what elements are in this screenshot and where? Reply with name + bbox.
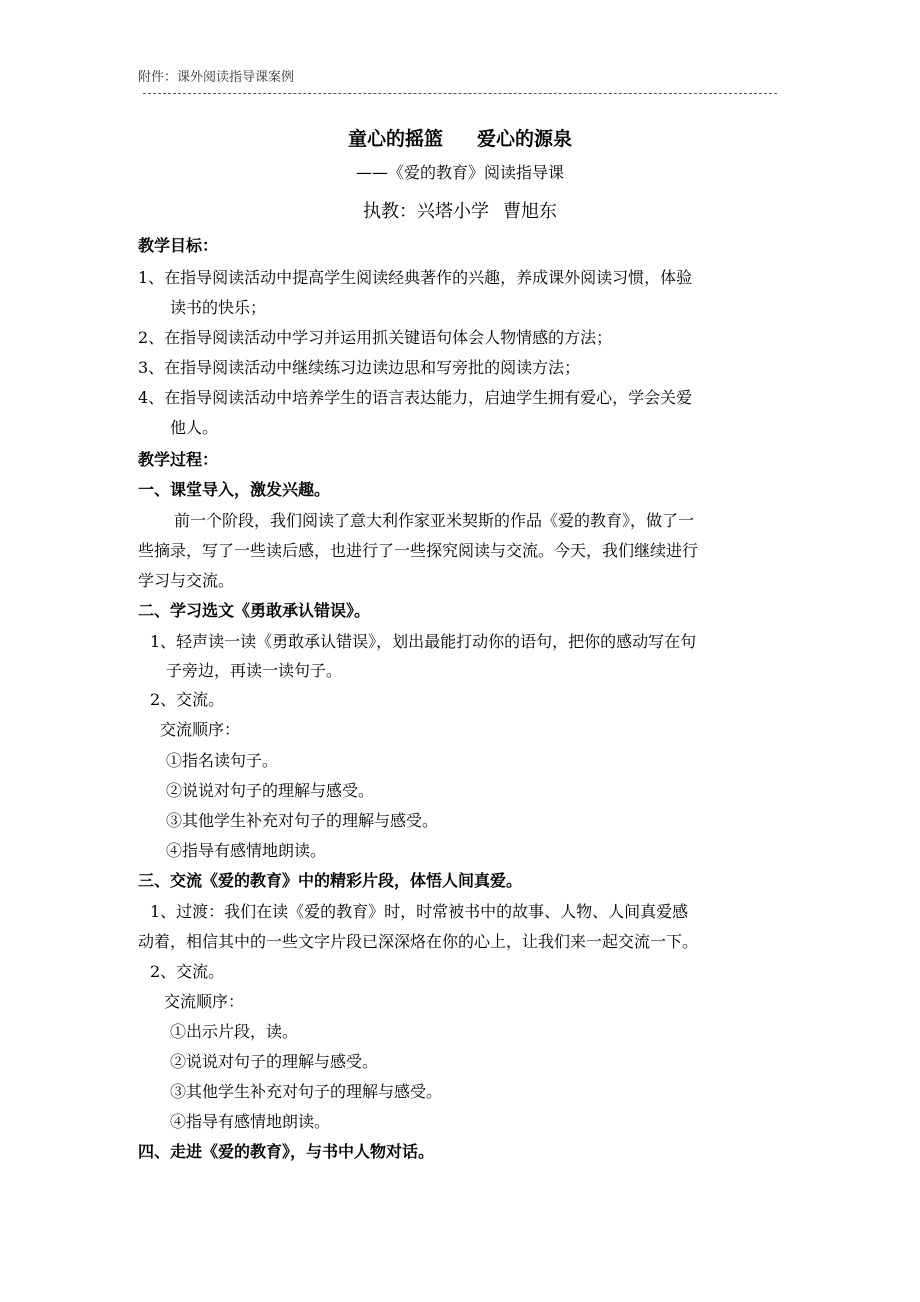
- section-1-heading: 一、课堂导入，激发兴趣。: [138, 480, 331, 499]
- section-1-line: 些摘录，写了一些读后感，也进行了一些探究阅读与交流。今天，我们继续进行: [138, 541, 699, 560]
- goal-item: 4、在指导阅读活动中培养学生的语言表达能力，启迪学生拥有爱心，学会关爱: [138, 388, 693, 407]
- section-2-line: ④指导有感情地朗读。: [166, 841, 327, 860]
- goal-item: 2、在指导阅读活动中学习并运用抓关键语句体会人物情感的方法；: [138, 328, 613, 347]
- goal-item: 3、在指导阅读活动中继续练习边读边思和写旁批的阅读方法；: [138, 358, 581, 377]
- header-divider: [143, 93, 777, 94]
- goal-item-continued: 读书的快乐；: [170, 298, 267, 317]
- section-3-line: 2、交流。: [150, 962, 225, 981]
- section-2-line: 1、轻声读一读《勇敢承认错误》，划出最能打动你的语句，把你的感动写在句: [150, 632, 697, 651]
- section-3-heading: 三、交流《爱的教育》中的精彩片段，体悟人间真爱。: [138, 871, 523, 890]
- title-right: 爱心的源泉: [477, 128, 573, 150]
- document-title: [0, 124, 920, 151]
- section-2-line: 交流顺序：: [160, 720, 241, 739]
- section-3-line: ④指导有感情地朗读。: [170, 1112, 331, 1131]
- section-2-line: 子旁边，再读一读句子。: [166, 661, 343, 680]
- section-1-line: 前一个阶段，我们阅读了意大利作家亚米契斯的作品《爱的教育》，做了一: [174, 511, 695, 530]
- attachment-note: 附件：课外阅读指导课案例: [138, 70, 295, 85]
- document-subtitle: ——《爱的教育》阅读指导课: [355, 163, 564, 182]
- section-1-line: 学习与交流。: [138, 571, 235, 590]
- section-3-line: ①出示片段，读。: [170, 1022, 299, 1041]
- title-left: 童心的摇篮: [347, 128, 443, 150]
- goals-heading: 教学目标：: [138, 236, 219, 255]
- teacher-label: 执教：兴塔小学: [363, 201, 489, 222]
- section-3-line: 动着，相信其中的一些文字片段已深深烙在你的心上，让我们来一起交流一下。: [138, 932, 699, 951]
- process-heading: 教学过程：: [138, 450, 219, 469]
- section-3-line: ③其他学生补充对句子的理解与感受。: [170, 1082, 443, 1101]
- section-2-line: 2、交流。: [150, 690, 225, 709]
- section-3-line: 交流顺序：: [164, 992, 245, 1011]
- goal-item-continued: 他人。: [170, 418, 219, 437]
- teacher-name: 曹旭东: [503, 201, 557, 222]
- section-2-line: ①指名读句子。: [166, 751, 279, 770]
- teacher-line: [0, 197, 920, 223]
- section-2-line: ③其他学生补充对句子的理解与感受。: [166, 811, 439, 830]
- section-4-heading: 四、走进《爱的教育》，与书中人物对话。: [138, 1142, 435, 1161]
- section-2-line: ②说说对句子的理解与感受。: [166, 781, 375, 800]
- section-2-heading: 二、学习选文《勇敢承认错误》。: [138, 601, 371, 620]
- goal-item: 1、在指导阅读活动中提高学生阅读经典著作的兴趣，养成课外阅读习惯，体验: [138, 268, 693, 287]
- section-3-line: 1、过渡：我们在读《爱的教育》时，时常被书中的故事、人物、人间真爱感: [150, 902, 689, 921]
- section-3-line: ②说说对句子的理解与感受。: [170, 1052, 379, 1071]
